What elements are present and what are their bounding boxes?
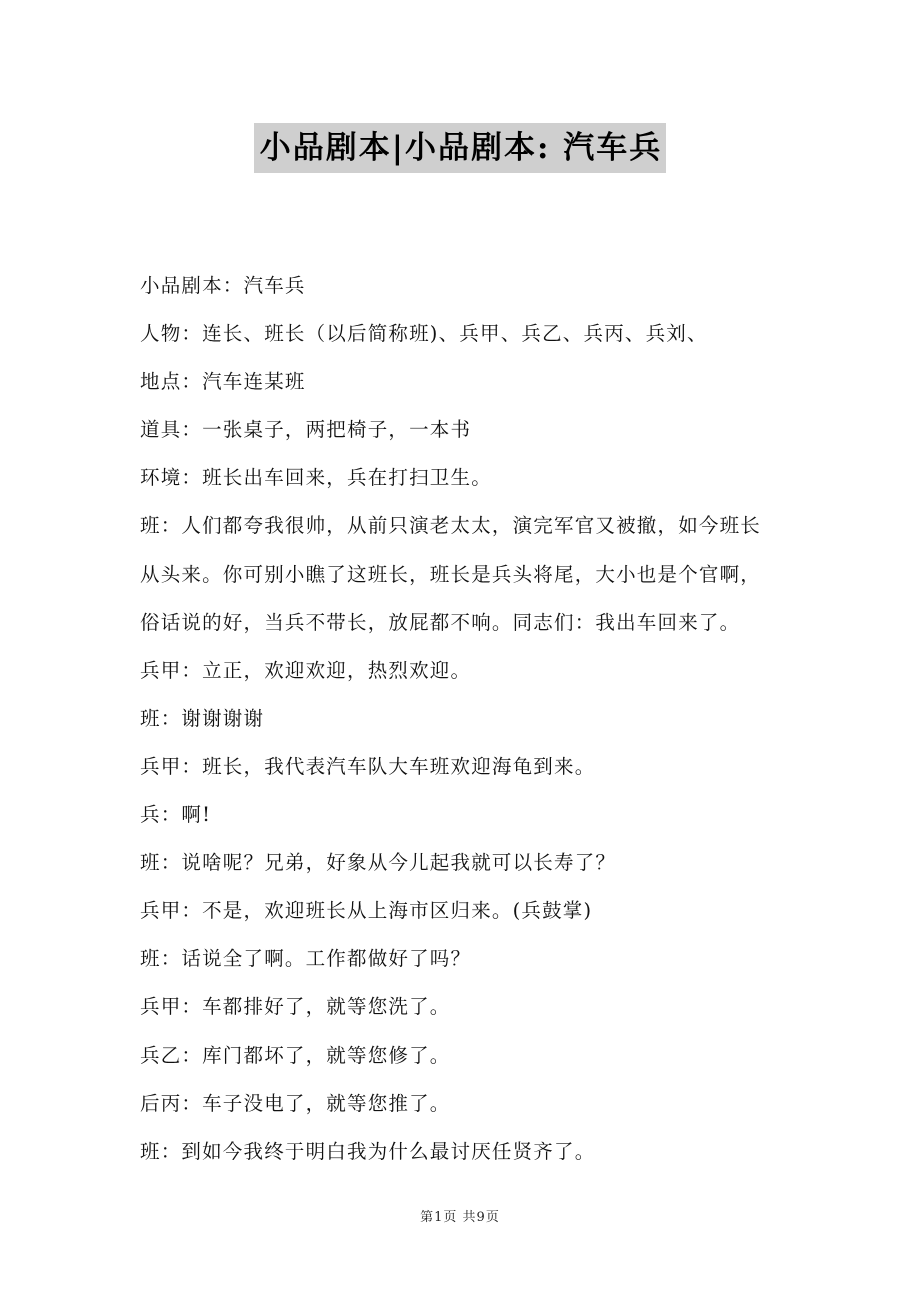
body-line: 兵甲：不是，欢迎班长从上海市区归来。(兵鼓掌) [140, 899, 593, 923]
document-body [140, 262, 800, 1176]
body-line: 兵：啊! [140, 803, 212, 827]
body-line: 从头来。你可别小瞧了这班长，班长是兵头将尾，大小也是个官啊， [140, 562, 762, 586]
body-line: 班：人们都夸我很帅，从前只演老太太，演完军官又被撤，如今班长 [140, 514, 762, 538]
body-line: 道具：一张桌子，两把椅子，一本书 [140, 418, 472, 442]
document-title: 小品剧本|小品剧本: 汽车兵 [254, 123, 667, 173]
body-line: 班：说啥呢？兄弟，好象从今儿起我就可以长寿了？ [140, 851, 617, 875]
body-line: 班：到如今我终于明白我为什么最讨厌任贤齐了。 [140, 1139, 596, 1163]
body-line: 人物：连长、班长（以后简称班)、兵甲、兵乙、兵丙、兵刘、 [140, 322, 708, 346]
body-line: 兵甲：立正，欢迎欢迎，热烈欢迎。 [140, 658, 472, 682]
body-line: 班：话说全了啊。工作都做好了吗？ [140, 947, 472, 971]
page-footer: 第1页 共9页 [420, 1210, 500, 1225]
body-line: 后丙：车子没电了，就等您推了。 [140, 1091, 451, 1115]
body-line: 俗话说的好，当兵不带长，放屁都不响。同志们：我出车回来了。 [140, 610, 741, 634]
body-line: 环境：班长出车回来，兵在打扫卫生。 [140, 466, 492, 490]
body-line: 兵甲：车都排好了，就等您洗了。 [140, 995, 451, 1019]
body-line: 班：谢谢谢谢 [140, 706, 265, 730]
body-line: 小品剧本：汽车兵 [140, 274, 306, 297]
title-container [0, 123, 920, 173]
body-line: 兵乙：库门都坏了，就等您修了。 [140, 1043, 451, 1067]
body-line: 兵甲：班长，我代表汽车队大车班欢迎海龟到来。 [140, 754, 596, 778]
body-line: 地点：汽车连某班 [140, 370, 306, 394]
